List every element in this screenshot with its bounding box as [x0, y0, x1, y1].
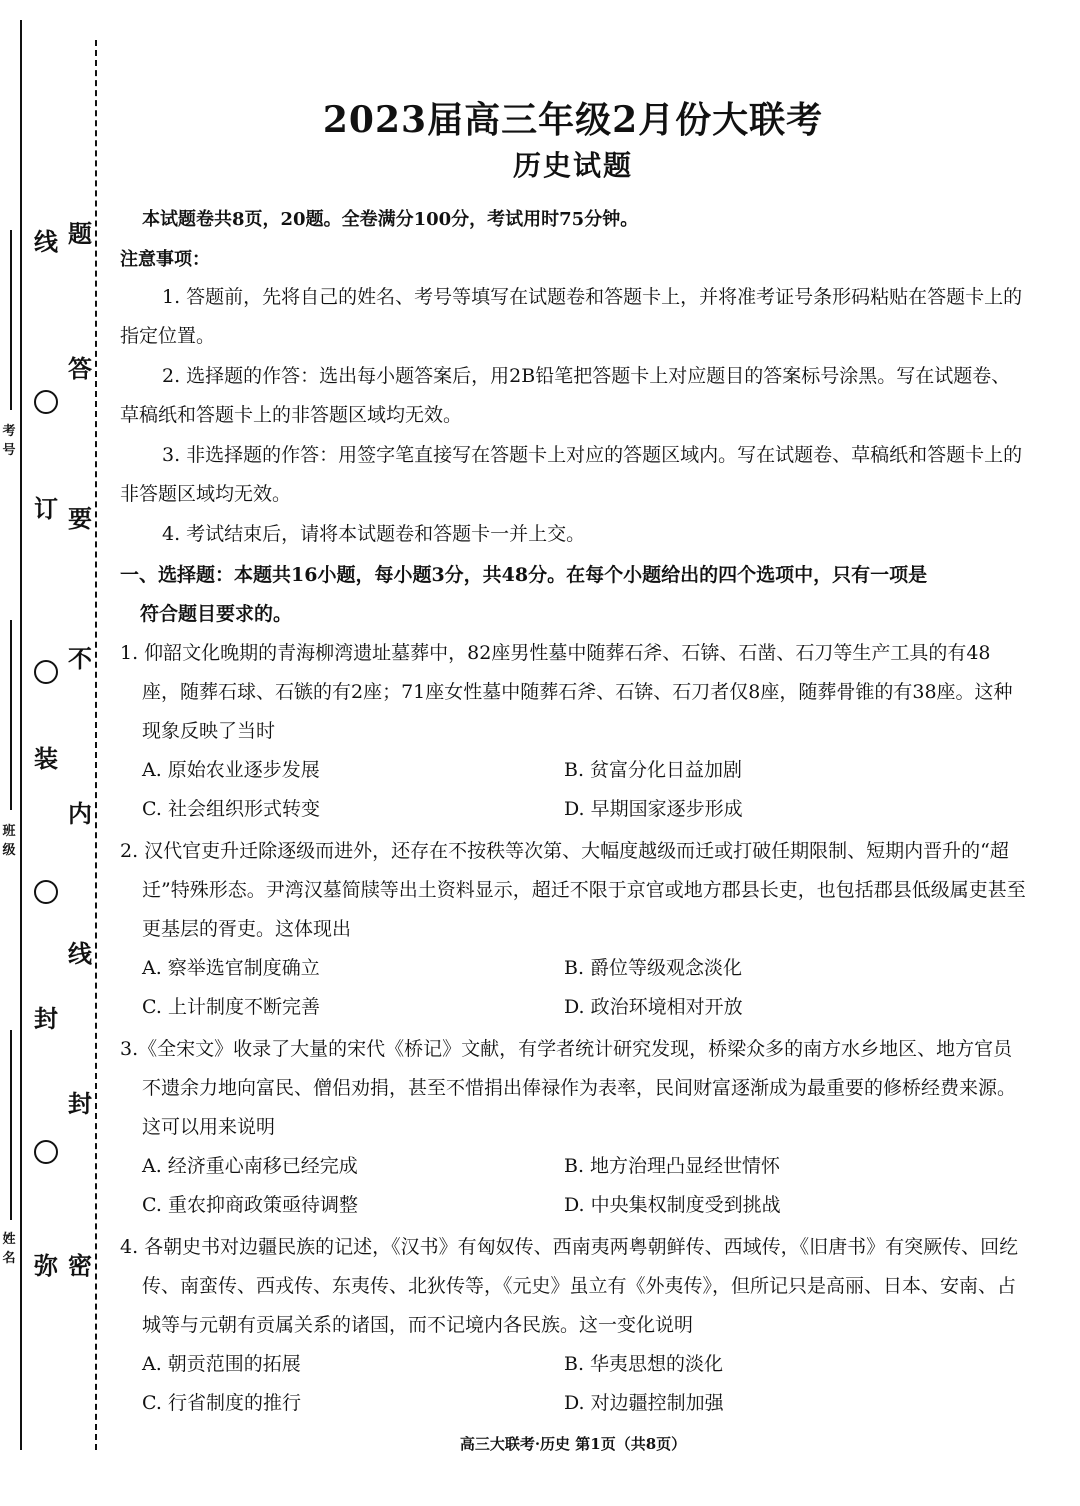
binding-char-mi: 弥 — [34, 1251, 58, 1280]
option-a: A. 朝贡范围的拓展 — [142, 1353, 301, 1375]
binding-margin — [0, 0, 110, 1506]
option-b: B. 华夷思想的淡化 — [564, 1353, 724, 1375]
option-b: B. 爵位等级观念淡化 — [564, 957, 743, 979]
binding-outer-line — [20, 20, 22, 1450]
binding-char-feng: 封 — [34, 1004, 58, 1033]
notice-item: 4. 考试结束后，请将本试题卷和答题卡一并上交。 — [162, 523, 586, 545]
binding-inner-char: 密 — [68, 1251, 92, 1280]
option-c: C. 社会组织形式转变 — [142, 798, 320, 820]
exam-subtitle: 历史试题 — [512, 149, 633, 182]
binding-inner-char: 题 — [68, 219, 92, 248]
question-options — [120, 949, 1028, 1027]
question-options — [120, 1147, 1028, 1225]
notice-item: 3. 非选择题的作答：用签字笔直接写在答题卡上对应的答题区域内。写在试题卷、草稿纸和答题卡上的非答题区域均无效。 — [120, 444, 1023, 505]
binding-circle — [34, 1140, 58, 1164]
binding-char-ding: 订 — [34, 494, 58, 523]
option-d: D. 早期国家逐步形成 — [564, 798, 743, 820]
name-line — [10, 1030, 12, 1220]
option-b: B. 地方治理凸显经世情怀 — [564, 1155, 781, 1177]
name-label: 姓名 — [2, 1232, 16, 1266]
section-heading-line2: 符合题目要求的。 — [140, 603, 293, 625]
binding-circle — [34, 390, 58, 414]
question-stem: 1. 仰韶文化晚期的青海柳湾遗址墓葬中，82座男性墓中随葬石斧、石锛、石凿、石刀等生产工具的有48座，随葬石球、石镞的有2座；71座女性墓中随葬石斧、石锛、石刀者仅8座，随葬骨锥的有38座。这种现象反映了当时 — [120, 642, 1013, 742]
option-d: D. 中央集权制度受到挑战 — [564, 1194, 781, 1216]
option-b: B. 贫富分化日益加剧 — [564, 759, 743, 781]
option-a: A. 原始农业逐步发展 — [142, 759, 320, 781]
question-3 — [120, 1030, 1028, 1225]
section-heading-line1: 一、选择题：本题共16小题，每小题3分，共48分。在每个小题给出的四个选项中，只有一项是 — [120, 564, 928, 586]
class-line — [10, 620, 12, 810]
question-stem: 2. 汉代官吏升迁除逐级而进外，还存在不按秩等次第、大幅度越级而迁或打破任期限制、短期内晋升的“超迁”特殊形态。尹湾汉墓简牍等出土资料显示，超迁不限于京官或地方郡县长吏，也包括郡县低级属吏甚至更基层的胥吏。这体现出 — [120, 840, 1026, 940]
seal-dashed-line — [95, 40, 97, 1450]
option-a: A. 察举选官制度确立 — [142, 957, 320, 979]
binding-inner-char: 要 — [68, 504, 92, 533]
exam-number-line — [10, 230, 12, 410]
notice-title: 注意事项： — [120, 249, 210, 270]
page-footer: 高三大联考·历史 第1页（共8页） — [459, 1435, 687, 1453]
binding-inner-char: 不 — [68, 644, 92, 673]
option-c: C. 行省制度的推行 — [142, 1392, 301, 1414]
binding-inner-char: 封 — [68, 1089, 92, 1118]
binding-char-xian: 线 — [34, 227, 58, 256]
notice-item: 2. 选择题的作答：选出每小题答案后，用2B铅笔把答题卡上对应题目的答案标号涂黑。写在试题卷、草稿纸和答题卡上的非答题区域均无效。 — [120, 365, 1011, 426]
exam-number-label: 考号 — [2, 424, 16, 458]
question-1 — [120, 634, 1028, 829]
binding-char-zhuang: 装 — [34, 744, 58, 773]
option-c: C. 重农抑商政策亟待调整 — [142, 1194, 358, 1216]
binding-circle — [34, 660, 58, 684]
option-a: A. 经济重心南移已经完成 — [142, 1155, 358, 1177]
exam-info: 本试题卷共8页，20题。全卷满分100分，考试用时75分钟。 — [142, 209, 639, 230]
binding-inner-char: 内 — [68, 799, 92, 828]
notice-item: 1. 答题前，先将自己的姓名、考号等填写在试题卷和答题卡上，并将准考证号条形码粘贴在答题卡上的指定位置。 — [120, 286, 1023, 347]
binding-circle — [34, 880, 58, 904]
exam-title: 2023届高三年级2月份大联考 — [322, 99, 824, 141]
binding-inner-char: 答 — [68, 354, 92, 383]
question-4 — [120, 1228, 1028, 1423]
class-label: 班级 — [2, 824, 16, 858]
option-d: D. 政治环境相对开放 — [564, 996, 743, 1018]
question-stem: 4. 各朝史书对边疆民族的记述，《汉书》有匈奴传、西南夷两粤朝鲜传、西域传，《旧唐书》有突厥传、回纥传、南蛮传、西戎传、东夷传、北狄传等，《元史》虽立有《外夷传》，但所记只是高丽、日本、安南、占城等与元朝有贡属关系的诸国，而不记境内各民族。这一变化说明 — [120, 1236, 1019, 1336]
question-options — [120, 1345, 1028, 1423]
option-d: D. 对边疆控制加强 — [564, 1392, 724, 1414]
binding-inner-char: 线 — [68, 939, 92, 968]
section-heading — [120, 556, 1028, 634]
option-c: C. 上计制度不断完善 — [142, 996, 320, 1018]
question-options — [120, 751, 1028, 829]
question-stem: 3.《全宋文》收录了大量的宋代《桥记》文献，有学者统计研究发现，桥梁众多的南方水乡地区、地方官员不遗余力地向富民、僧侣劝捐，甚至不惜捐出俸禄作为表率，民间财富逐渐成为最重要的修桥经费来源。这可以用来说明 — [120, 1038, 1017, 1138]
question-2 — [120, 832, 1028, 1027]
